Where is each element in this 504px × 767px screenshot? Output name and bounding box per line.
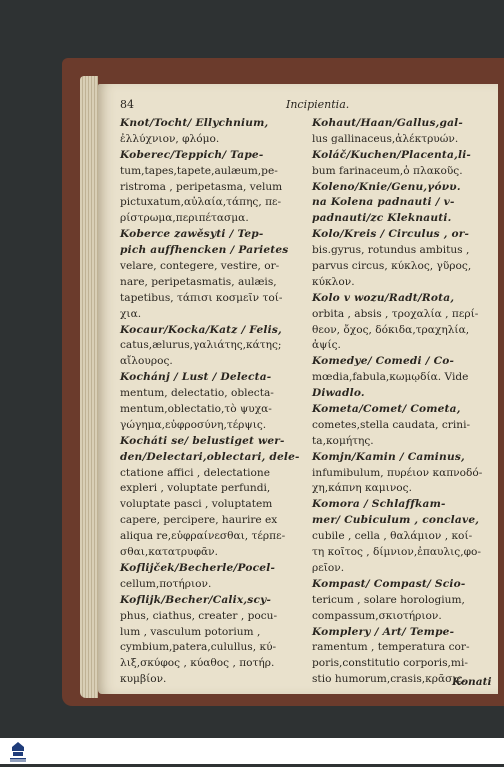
catchword: Konati xyxy=(452,676,492,688)
entry-line: lus gallinaceus,ἀλέκτρυών. xyxy=(312,132,459,145)
entry-line: χια. xyxy=(120,307,142,320)
entry-line: Kompast/ Compast/ Scio- xyxy=(312,577,466,590)
entry-line: ρεῖον. xyxy=(312,561,345,574)
entry-line: velare, contegere, vestire, or- xyxy=(120,260,280,273)
entry-line: Knot/Tocht/ Ellychnium, xyxy=(120,117,269,129)
entry-line: Koflijček/Becherle/Pocel- xyxy=(120,561,276,574)
entry-line: tum,tapes,tapete,aulæum,pe- xyxy=(120,164,278,177)
entry-line: Diwadlo. xyxy=(312,387,365,400)
entry-line: poris,constitutio corporis,mi- xyxy=(312,657,468,670)
entry-line: αἴλουρος. xyxy=(120,355,173,368)
entry-line: τη κοῖτος , δίμνιον,ἐπαυλις,φο- xyxy=(312,546,481,559)
entry-line: orbita , absis , τροχαλία , περί- xyxy=(312,307,479,320)
entry-line: mœdia,fabula,κωμῳδία. Vide xyxy=(312,371,469,384)
entry-line: mer/ Cubiculum , conclave, xyxy=(312,514,480,527)
entry-line: cubile , cella , θαλάμιον , κοί- xyxy=(312,530,473,543)
left-column xyxy=(120,116,300,686)
entry-line: aliqua re,εὐφραίνεσθαι, τέρπε- xyxy=(120,530,286,543)
entry-line: Koberec/Teppich/ Tape- xyxy=(120,148,264,161)
entry-line: Koláč/Kuchen/Placenta,li- xyxy=(312,148,472,161)
entry-line: ἀψίς. xyxy=(312,339,341,352)
entry-line: ἐλλύχνιον, φλόμο. xyxy=(120,132,220,145)
entry-line: catus,ælurus,γαλιάτης,κάτης; xyxy=(120,339,282,352)
entry-line: phus, ciathus, creater , pocu- xyxy=(120,609,278,622)
entry-line: compassum,σκιοτήριον. xyxy=(312,609,442,622)
entry-line: σθαι,κατατρυφᾶν. xyxy=(120,546,218,559)
entry-line: expleri , voluptate perfundi, xyxy=(120,482,271,495)
entry-line: mentum,oblectatio,τὸ ψυχα- xyxy=(120,403,272,416)
entry-line: Koberce zawěsyti / Tep- xyxy=(120,228,264,241)
entry-line: χη,κάπνη καμινος. xyxy=(312,482,412,495)
running-head xyxy=(120,98,492,114)
entry-line: Koflijk/Becher/Calix,scy- xyxy=(120,593,272,606)
entry-line: cymbium,patera,culullus, κύ- xyxy=(120,641,277,654)
entry-line: pich auffhencken / Parietes xyxy=(120,244,289,257)
entry-line: cellum,ποτήριον. xyxy=(120,577,212,590)
entry-line: Kolo/Kreis / Circulus , or- xyxy=(312,228,470,241)
entry-line: γώγημα,εὐφροσύνη,τέρψις. xyxy=(120,418,267,431)
entry-line: den/Delectari,oblectari, dele- xyxy=(120,450,300,463)
entry-line: ristroma , peripetasma, velum xyxy=(120,180,283,193)
entry-line: parvus circus, κύκλος, γῦρος, xyxy=(312,260,472,273)
entry-line: lum , vasculum potorium , xyxy=(120,625,261,638)
entry-line: na Kolena padnauti / v- xyxy=(312,196,455,209)
entry-line: Komora / Schlaffkam- xyxy=(312,498,446,511)
entry-line: voluptate pasci , voluptatem xyxy=(120,498,273,511)
entry-line: tapetibus, τάπισι κοσμεῖν τοί- xyxy=(120,291,283,304)
entry-line: Kochánj / Lust / Delecta- xyxy=(120,371,272,384)
entry-line: nare, peripetasmatis, aulæis, xyxy=(120,275,277,288)
entry-line: ctatione affici , delectatione xyxy=(120,466,270,479)
entry-line: κύκλον. xyxy=(312,275,355,288)
entry-line: bis.gyrus, rotundus ambitus , xyxy=(312,244,470,257)
entry-line: κυμβίον. xyxy=(120,673,167,686)
entry-line: bum farinaceum,ὁ πλακοῦς. xyxy=(312,164,463,177)
entry-line: Kocaur/Kocka/Katz / Felis, xyxy=(120,323,282,336)
entry-line: capere, percipere, haurire ex xyxy=(120,514,278,527)
entry-line: ramentum , temperatura cor- xyxy=(312,641,470,654)
library-crest-icon[interactable] xyxy=(6,739,30,763)
viewer-footer xyxy=(0,738,504,764)
entry-line: Kometa/Comet/ Cometa, xyxy=(312,403,461,416)
entry-line: ta,κομήτης. xyxy=(312,434,374,447)
entry-line: mentum, delectatio, oblecta- xyxy=(120,387,274,400)
entry-line: tericum , solare horologium, xyxy=(312,593,465,606)
entry-line: Komedye/ Comedi / Co- xyxy=(312,355,455,368)
entry-line: infumibulum, πυρέιον καπνοδό- xyxy=(312,466,483,479)
entry-line: Kolo v wozu/Radt/Rota, xyxy=(312,291,455,304)
entry-line: Komplery / Art/ Tempe- xyxy=(312,625,455,638)
entry-line: θεον, ὄχος, δόκιδα,τραχηλία, xyxy=(312,323,470,336)
entry-line: Koleno/Knie/Genu,γόνυ. xyxy=(312,180,461,193)
entry-line: Kohaut/Haan/Gallus,gal- xyxy=(312,117,463,129)
entry-line: λιξ,σκύφος , κύαθος , ποτήρ. xyxy=(120,657,275,670)
page-number: 84 xyxy=(120,98,134,111)
entry-line: stio humorum,crasis,κρᾶσις. xyxy=(312,673,466,686)
entry-line: ρίστρωμα,περιπέτασμα. xyxy=(120,212,249,225)
entry-line: pictuxatum,αὐλαία,τάπης, πε- xyxy=(120,196,282,209)
entry-line: padnauti/zc Kleknauti. xyxy=(312,212,452,225)
entry-line: Komjn/Kamin / Caminus, xyxy=(312,450,465,463)
page-heading: Incipientia. xyxy=(286,98,350,111)
page-edges xyxy=(80,76,98,698)
entry-line: cometes,stella caudata, crini- xyxy=(312,418,471,431)
entry-line: Kocháti se/ belustiget wer- xyxy=(120,434,285,447)
